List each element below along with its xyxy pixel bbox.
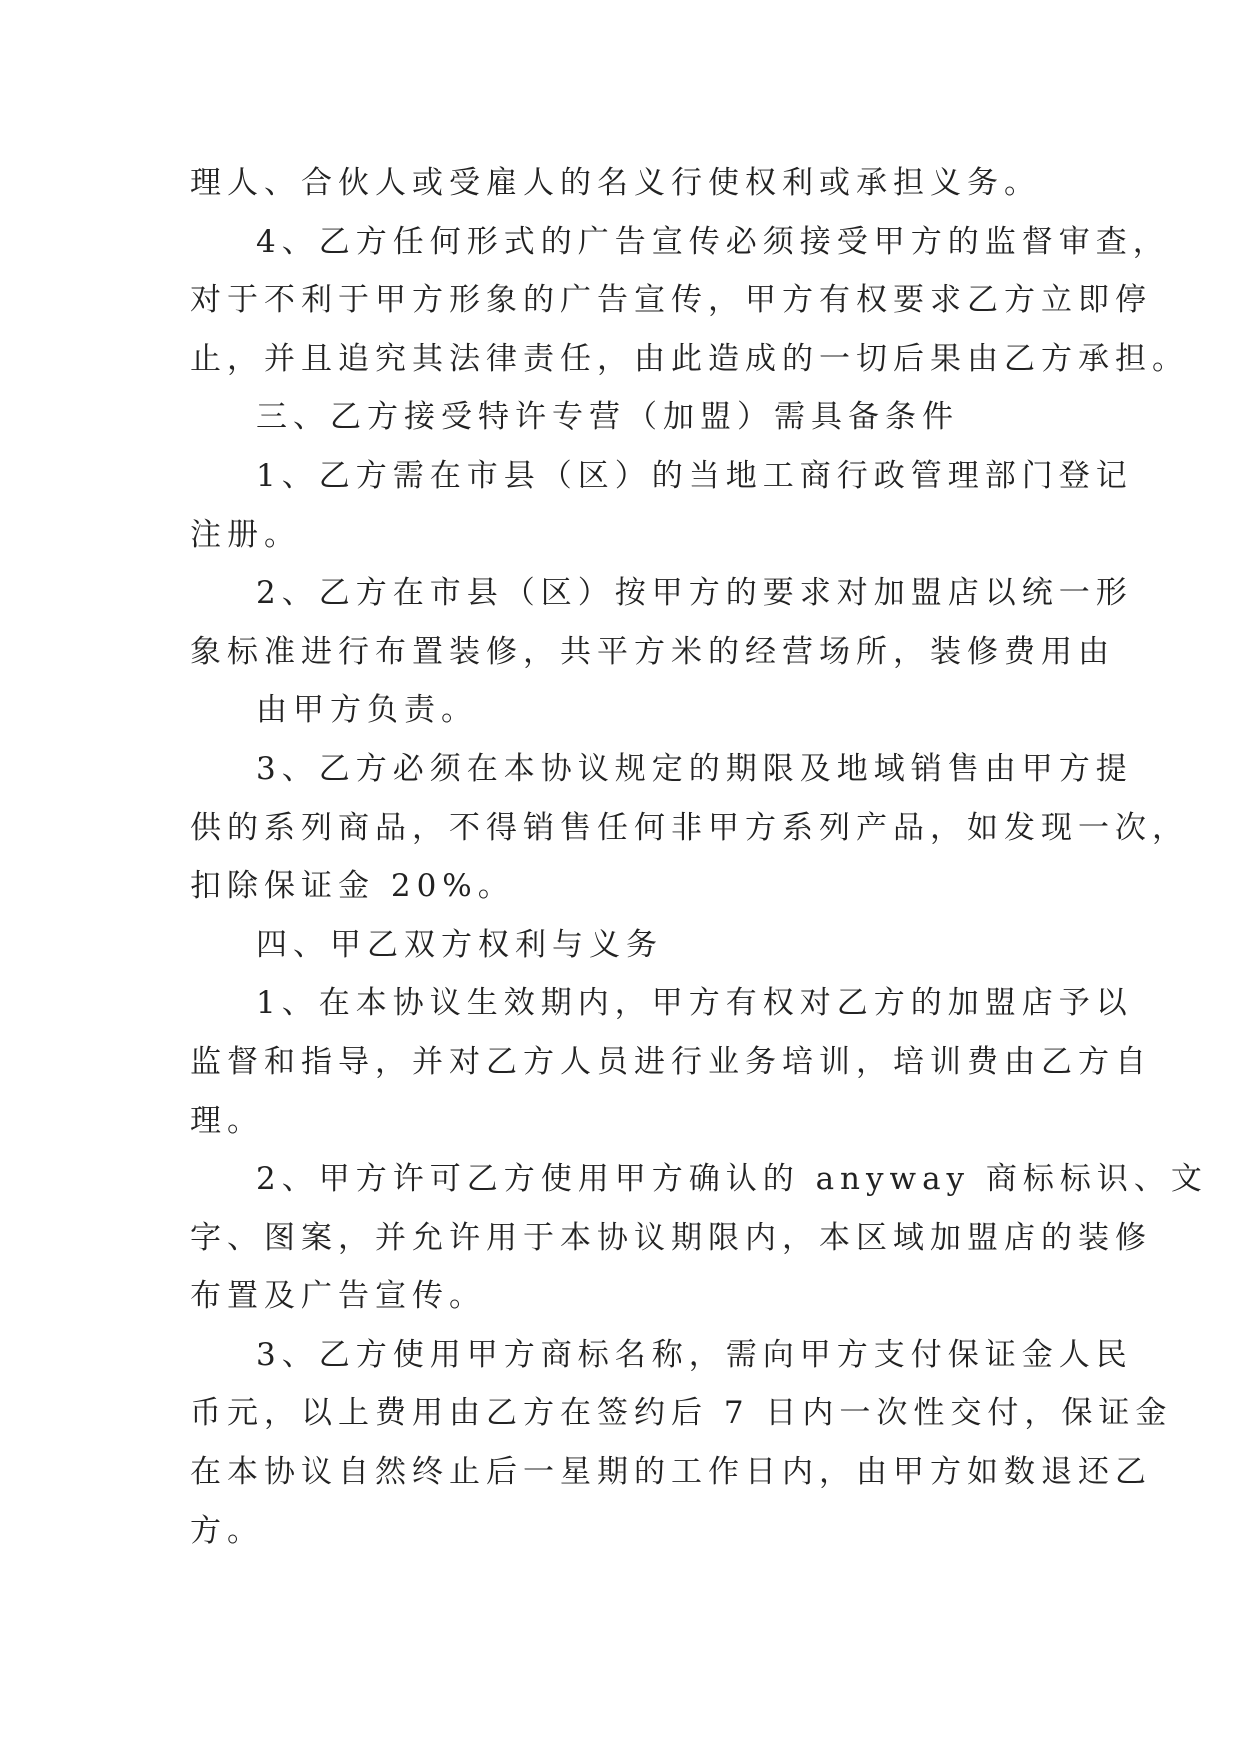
text-line-2: 4、乙方任何形式的广告宣传必须接受甲方的监督审查， <box>256 223 1170 260</box>
section-heading-3: 三、乙方接受特许专营（加盟）需具备条件 <box>256 399 959 436</box>
text-line-11: 3、乙方必须在本协议规定的期限及地域销售由甲方提 <box>256 750 1133 787</box>
text-line-7: 注册。 <box>190 516 301 553</box>
text-line-15: 1、在本协议生效期内，甲方有权对乙方的加盟店予以 <box>256 985 1133 1022</box>
text-line-6: 1、乙方需在市县（区）的当地工商行政管理部门登记 <box>256 457 1133 494</box>
text-line-10: 由甲方负责。 <box>256 692 478 729</box>
text-line-21: 3、乙方使用甲方商标名称，需向甲方支付保证金人民 <box>256 1336 1133 1373</box>
text-line-8: 2、乙方在市县（区）按甲方的要求对加盟店以统一形 <box>256 575 1133 612</box>
document-body <box>190 154 1208 1560</box>
text-line-1: 理人、合伙人或受雇人的名义行使权利或承担义务。 <box>190 165 1041 201</box>
text-line-3: 对于不利于甲方形象的广告宣传，甲方有权要求乙方立即停 <box>190 282 1152 319</box>
text-line-19: 字、图案，并允许用于本协议期限内，本区域加盟店的装修 <box>190 1219 1152 1256</box>
text-line-18: 2、甲方许可乙方使用甲方确认的 anyway 商标标识、文 <box>256 1161 1208 1198</box>
text-line-20: 布置及广告宣传。 <box>190 1278 486 1315</box>
text-line-16: 监督和指导，并对乙方人员进行业务培训，培训费由乙方自 <box>190 1043 1152 1080</box>
text-line-22: 币元，以上费用由乙方在签约后 7 日内一次性交付，保证金 <box>190 1395 1173 1432</box>
text-line-9: 象标准进行布置装修，共平方米的经营场所，装修费用由 <box>190 633 1115 670</box>
text-line-23: 在本协议自然终止后一星期的工作日内，由甲方如数退还乙 <box>190 1454 1152 1491</box>
text-line-12: 供的系列商品，不得销售任何非甲方系列产品，如发现一次， <box>190 809 1189 846</box>
section-heading-4: 四、甲乙双方权利与义务 <box>256 926 663 963</box>
text-line-13: 扣除保证金 20%。 <box>190 868 515 905</box>
text-line-24: 方。 <box>190 1512 264 1549</box>
text-line-17: 理。 <box>190 1102 264 1139</box>
text-line-4: 止，并且追究其法律责任，由此造成的一切后果由乙方承担。 <box>190 340 1189 377</box>
